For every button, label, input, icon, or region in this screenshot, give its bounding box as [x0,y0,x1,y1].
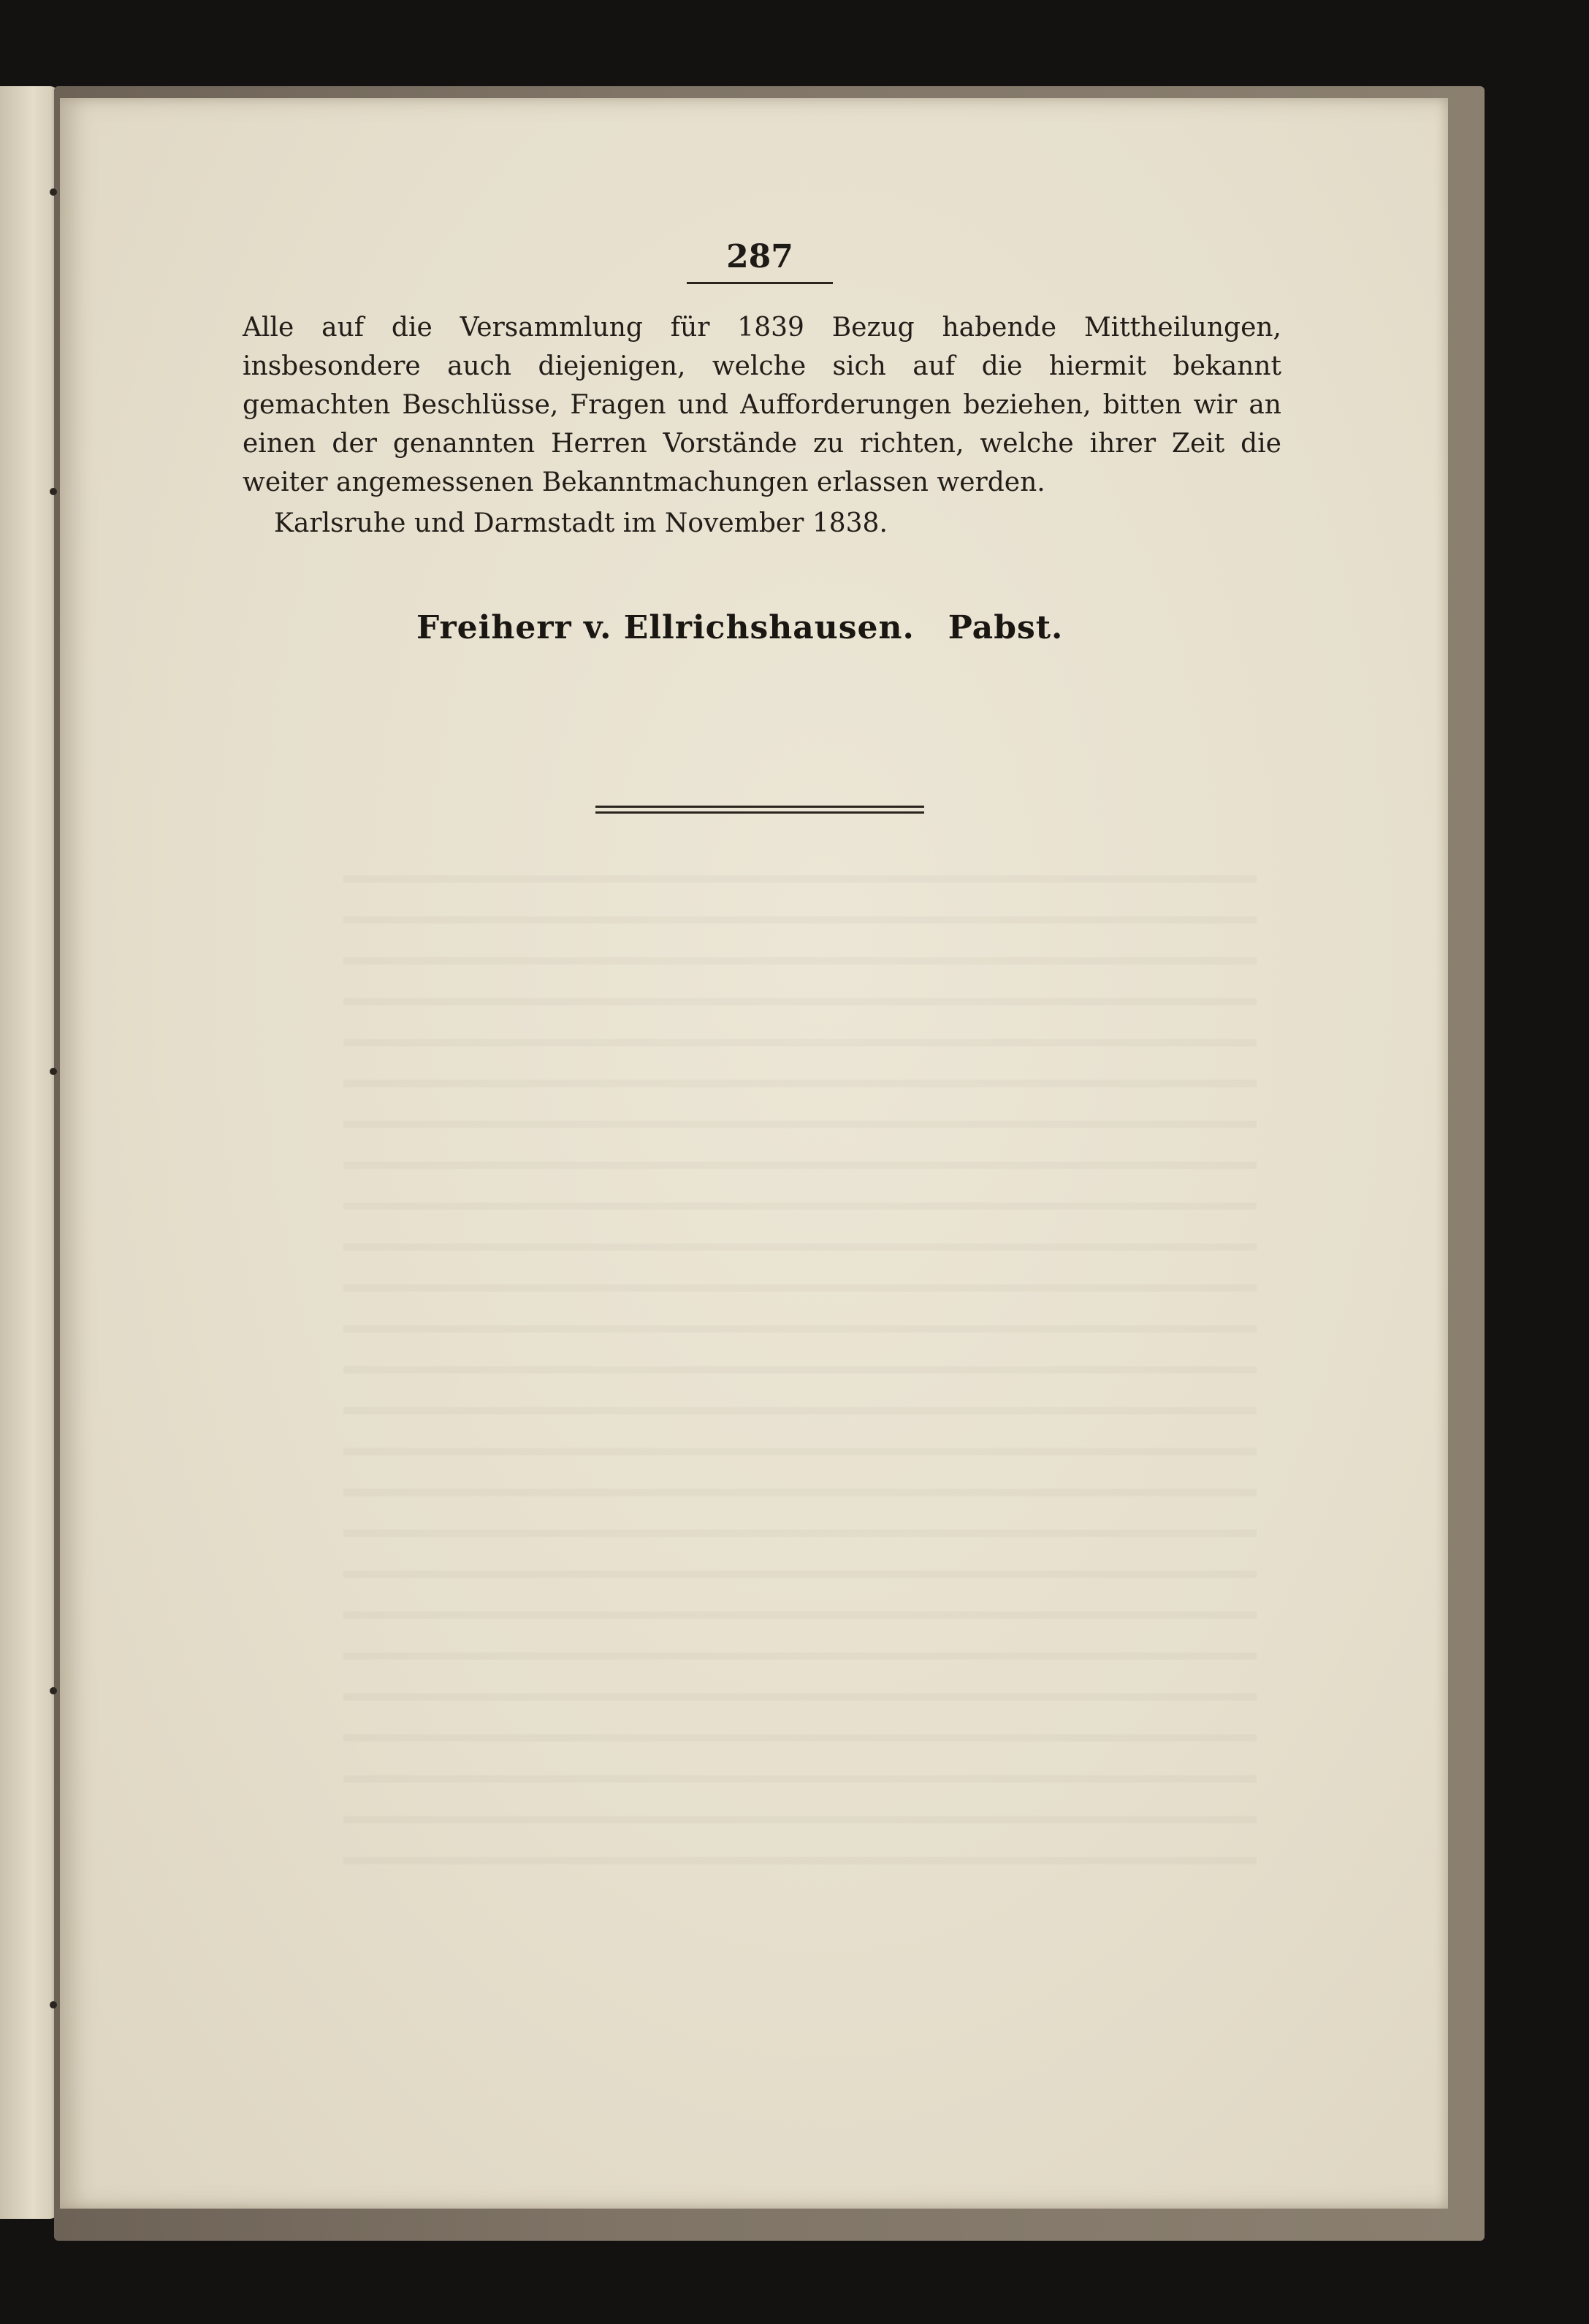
place-date-line: Karlsruhe und Darmstadt im November 1838. [274,508,888,538]
signature-line [416,606,1162,650]
body-paragraph: Alle auf die Versammlung für 1839 Bezug habende Mittheilungen, insbesondere auch diejenigen, welche sich auf die hiermit bekannt gemachten Beschlüsse, Fragen und Aufforderungen beziehen, bitten wir an einen der genannten Herren Vorstände zu richten, welche ihrer Zeit die weiter angemessenen Bekanntmachungen erlassen werden. [243,313,1281,497]
page-number-block [687,237,833,290]
bleed-through-area [343,847,1257,1870]
rule-line-bottom [595,811,924,814]
signature-ellrichshausen: Freiherr v. Ellrichshausen. [416,609,915,646]
rule-line-top [595,806,924,808]
binding-tack [50,1687,57,1694]
page-number: 287 [726,238,793,275]
closing-double-rule [595,806,924,814]
binding-tack [50,488,57,495]
binding-tack [50,1068,57,1075]
signature-pabst: Pabst. [948,609,1064,646]
binding-tack [50,188,57,196]
binding-tack [50,2001,57,2008]
previous-page-edge [0,86,60,2219]
page-number-underline [687,282,833,284]
